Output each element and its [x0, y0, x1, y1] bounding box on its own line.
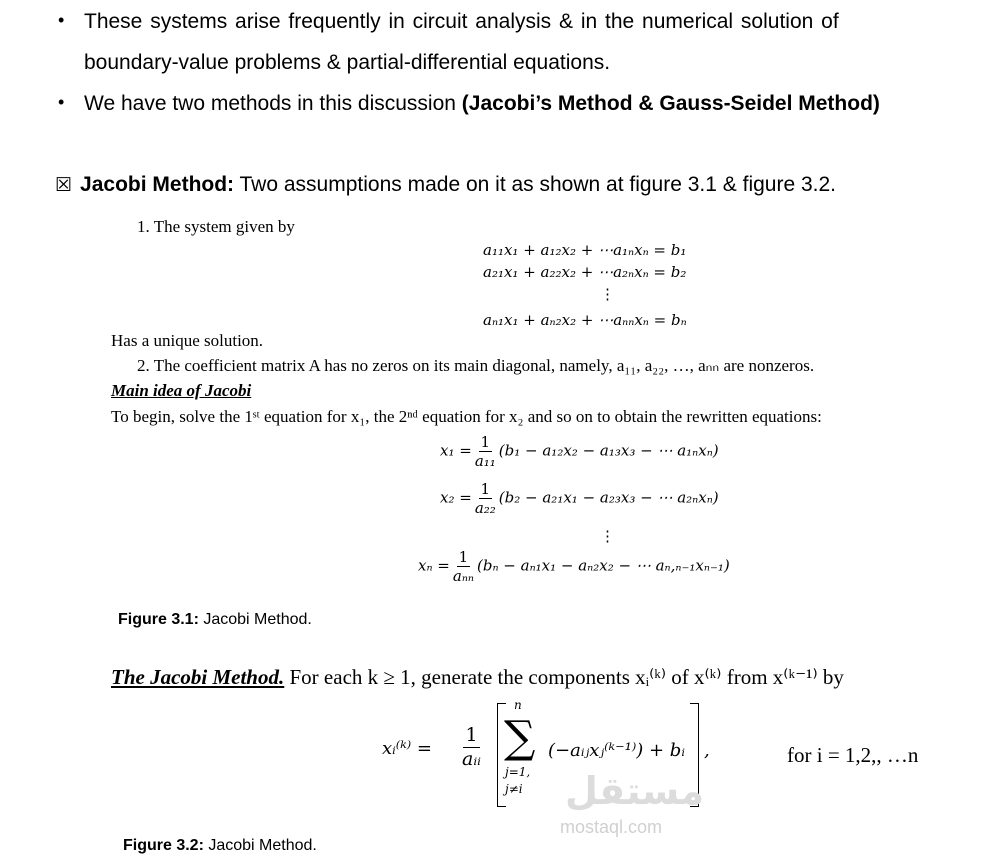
bullet-2-text: We have two methods in this discussion [84, 92, 462, 115]
denominator: aᵢᵢ [462, 747, 481, 770]
fraction [475, 433, 496, 470]
sum-lower-limit-2: j≠i [505, 782, 523, 796]
main-idea-heading: Main idea of Jacobi [111, 381, 252, 400]
caption-label: Figure 3.1: [118, 611, 199, 628]
bullet-marker: • [58, 10, 65, 30]
rhs: (bₙ − aₙ₁x₁ − aₙ₂x₂ − ⋯ aₙ,ₙ₋₁xₙ₋₁) [476, 556, 730, 575]
bullet-1-line-1: These systems arise frequently in circuit analysis & in the numerical solution of [84, 10, 839, 33]
bullet-marker: • [58, 92, 65, 112]
rewritten-equation-2 [440, 480, 719, 517]
figure-3-1-caption [118, 610, 312, 629]
unique-solution: Has a unique solution. [111, 331, 264, 350]
rhs: (b₁ − a₁₂x₂ − a₁₃x₃ − ⋯ a₁ₙxₙ) [498, 441, 719, 460]
sum-upper-limit: n [514, 698, 522, 712]
watermark-text: mostaql.com [560, 817, 663, 837]
equation-2: a₂₁x₁ + a₂₂x₂ + ⋯a₂ₙxₙ = b₂ [483, 263, 687, 281]
jacobi-heading [55, 172, 836, 198]
sigma-icon: ∑ [504, 712, 536, 763]
lhs: x₁ = [440, 441, 472, 460]
rhs: (b₂ − a₂₁x₁ − a₂₃x₃ − ⋯ a₂ₙxₙ) [498, 488, 719, 507]
jacobi-method-sentence [111, 665, 844, 690]
bullet-2 [84, 91, 880, 116]
bullet-1-line-2: boundary-value problems & partial-differential equations. [84, 51, 611, 74]
rewritten-equation-n [418, 548, 730, 585]
checkbox-x-icon: ☒ [55, 175, 73, 196]
sentence-text: For each k ≥ 1, generate the components xᵢ⁽ᵏ⁾ of x⁽ᵏ⁾ from x⁽ᵏ⁻¹⁾ by [284, 665, 844, 689]
caption-label: Figure 3.2: [123, 837, 204, 854]
formula-fraction [462, 724, 481, 771]
numerator: 1 [458, 548, 469, 566]
fraction [475, 480, 496, 517]
rewritten-vdots: ⋮ [600, 527, 615, 545]
jacobi-heading-text: Two assumptions made on it as shown at figure 3.1 & figure 3.2. [234, 173, 837, 196]
to-begin-text: To begin, solve the 1ˢᵗ equation for x₁, the 2ⁿᵈ equation for x₂ and so on to obtain the rewritten equations: [111, 407, 822, 426]
figure-3-2-caption [123, 836, 317, 855]
lhs: xₙ = [418, 556, 450, 575]
watermark-logo: مستقل [565, 769, 704, 813]
caption-text: Jacobi Method. [198, 611, 312, 628]
equation-vdots: ⋮ [600, 285, 615, 303]
formula-lhs: xᵢ⁽ᵏ⁾ = [382, 738, 432, 759]
jacobi-heading-title: Jacobi Method: [80, 173, 235, 196]
caption-text: Jacobi Method. [203, 837, 317, 854]
denominator: a₂₂ [474, 499, 496, 517]
formula-comma: , [704, 740, 710, 761]
numerator: 1 [480, 480, 491, 498]
denominator: aₙₙ [452, 567, 474, 585]
denominator: a₁₁ [474, 452, 496, 470]
numerator: 1 [465, 724, 478, 746]
formula-body: (−aᵢⱼxⱼ⁽ᵏ⁻¹⁾) + bᵢ [548, 740, 685, 761]
lhs: x₂ = [440, 488, 472, 507]
jacobi-method-title: The Jacobi Method. [111, 665, 285, 689]
equation-n: aₙ₁x₁ + aₙ₂x₂ + ⋯aₙₙxₙ = bₙ [483, 311, 687, 329]
assumption-1: 1. The system given by [137, 217, 295, 236]
rewritten-equation-1 [440, 433, 719, 470]
bullet-2-bold: (Jacobi’s Method & Gauss-Seidel Method) [461, 92, 880, 115]
numerator: 1 [480, 433, 491, 451]
assumption-2: 2. The coefficient matrix A has no zeros on its main diagonal, namely, a₁₁, a₂₂, …, aₙₙ are nonzeros. [137, 356, 815, 375]
for-clause: for i = 1,2,, …n [787, 743, 919, 767]
equation-1: a₁₁x₁ + a₁₂x₂ + ⋯a₁ₙxₙ = b₁ [483, 241, 687, 259]
fraction [453, 548, 474, 585]
sum-lower-limit-1: j=1, [505, 765, 531, 779]
